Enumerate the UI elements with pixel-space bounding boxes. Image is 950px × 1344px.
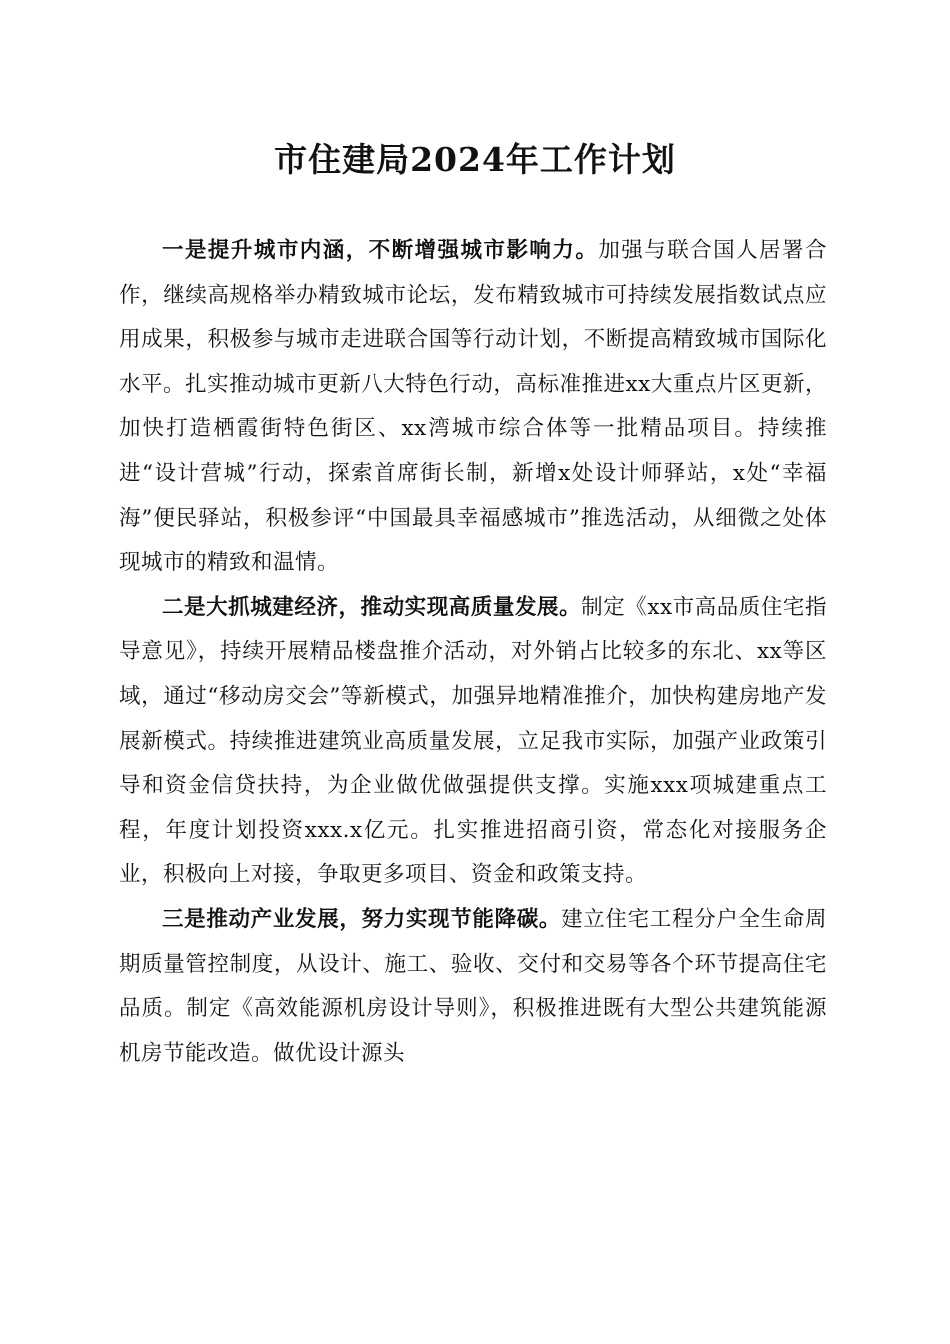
paragraph-1 [119,229,827,586]
paragraph-2-text: 制定《xx市高品质住宅指导意见》，持续开展精品楼盘推介活动，对外销占比较多的东北、xx等区域，通过“移动房交会”等新模式，加强异地精准推介，加快构建房地产发展新模式。持续推进建筑业高质量发展，立足我市实际，加强产业政策引导和资金信贷扶持，为企业做优做强提供支撑。实施xxx项城建重点工程，年度计划投资xxx.x亿元。扎实推进招商引资，常态化对接服务企业，积极向上对接，争取更多项目、资金和政策支持。 [119,594,827,888]
paragraph-3-text: 建立住宅工程分户全生命周期质量管控制度，从设计、施工、验收、交付和交易等各个环节提高住宅品质。制定《高效能源机房设计导则》，积极推进既有大型公共建筑能源机房节能改造。做优设计源头 [119,906,827,1066]
paragraph-3-lead: 三是推动产业发展，努力实现节能降碳。 [162,906,562,932]
paragraph-1-text: 加强与联合国人居署合作，继续高规格举办精致城市论坛，发布精致城市可持续发展指数试点应用成果，积极参与城市走进联合国等行动计划，不断提高精致城市国际化水平。扎实推动城市更新八大特色行动，高标准推进xx大重点片区更新，加快打造栖霞街特色街区、xx湾城市综合体等一批精品项目。持续推进“设计营城”行动，探索首席街长制，新增x处设计师驿站，x处“幸福海”便民驿站，积极参评“中国最具幸福感城市”推选活动，从细微之处体现城市的精致和温情。 [119,238,827,576]
paragraph-2-lead: 二是大抓城建经济，推动实现高质量发展。 [162,594,582,620]
paragraph-3 [119,898,827,1076]
paragraph-1-lead: 一是提升城市内涵，不断增强城市影响力。 [162,238,599,263]
document-title: 市住建局2024年工作计划 [274,140,676,179]
document-body [119,229,827,1076]
paragraph-2 [119,586,827,898]
